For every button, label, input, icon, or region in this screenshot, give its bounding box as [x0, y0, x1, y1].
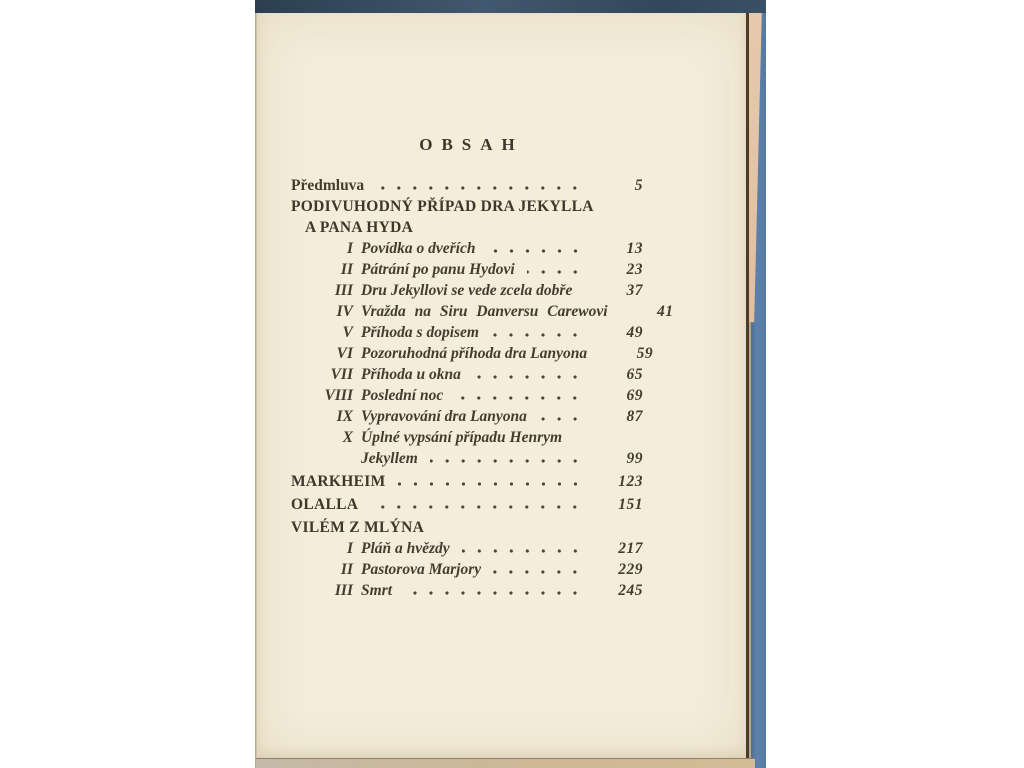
dot-leader: [462, 549, 589, 553]
dot-leader: [527, 270, 589, 274]
chapter-numeral: VI: [336, 345, 353, 362]
dot-leader: [539, 417, 589, 421]
dot-leader: [404, 591, 589, 595]
entry-label: Poslední noc: [361, 387, 444, 404]
dot-leader: [455, 396, 589, 400]
toc-entry: [291, 387, 643, 404]
entry-label: Pozoruhodná příhoda dra Lanyona: [361, 345, 588, 362]
toc-entry: [291, 240, 643, 257]
entry-label: Pláň a hvězdy: [361, 540, 450, 557]
chapter-numeral: II: [340, 561, 353, 578]
toc-entry: [291, 429, 643, 446]
entry-label: Pátrání po panu Hydovi: [361, 261, 515, 278]
entry-label: MARKHEIM: [291, 473, 386, 490]
entry-label: Smrt: [361, 582, 393, 599]
entry-label: PODIVUHODNÝ PŘÍPAD DRA JEKYLLA: [291, 198, 594, 215]
entry-label: OLALLA: [291, 496, 359, 513]
entry-page-number: 151: [618, 496, 643, 513]
entry-page-number: 245: [618, 582, 643, 599]
chapter-numeral: II: [340, 261, 353, 278]
toc-entry: [291, 345, 654, 362]
dot-leader: [488, 249, 589, 253]
table-of-contents: [291, 135, 674, 603]
dot-leader: [430, 459, 589, 463]
toc-entry: [291, 261, 643, 278]
entry-label: VILÉM Z MLÝNA: [291, 519, 425, 536]
entry-page-number: 87: [626, 408, 643, 425]
page-block-bottom-edge: [256, 758, 755, 768]
entry-page-number: 41: [657, 303, 674, 320]
entry-page-number: 5: [634, 177, 643, 194]
chapter-numeral: X: [342, 429, 353, 446]
entry-page-number: 59: [636, 345, 654, 362]
toc-entry: [291, 282, 643, 299]
book-photo: [255, 0, 766, 768]
entry-page-number: 123: [618, 473, 643, 490]
toc-section-heading: [291, 198, 643, 215]
entry-page-number: 229: [618, 561, 643, 578]
entry-label: A PANA HYDA: [305, 219, 414, 236]
entry-page-number: 217: [618, 540, 643, 557]
dot-leader: [376, 186, 589, 190]
toc-entry: [291, 324, 643, 341]
chapter-numeral: VII: [330, 366, 353, 383]
dot-leader: [493, 570, 589, 574]
entry-label: Předmluva: [291, 177, 365, 194]
entry-page-number: 37: [626, 282, 643, 299]
toc-section-heading: [291, 496, 643, 513]
entry-page-number: 69: [626, 387, 643, 404]
toc-section-heading-cont: [291, 219, 643, 236]
chapter-numeral: V: [342, 324, 353, 341]
entry-label: Úplné vypsání případu Henrym: [361, 429, 563, 446]
dot-leader: [398, 482, 589, 486]
entry-label: Příhoda s dopisem: [361, 324, 479, 341]
toc-entry: [291, 177, 643, 194]
toc-section-heading: [291, 473, 643, 490]
toc-entry: [291, 582, 643, 599]
dot-leader: [370, 505, 589, 509]
entry-page-number: 65: [626, 366, 643, 383]
entry-label: Povídka o dveřích: [361, 240, 476, 257]
chapter-numeral: I: [346, 240, 353, 257]
chapter-numeral: III: [334, 282, 353, 299]
entry-label: Příhoda u okna: [361, 366, 461, 383]
entry-page-number: 23: [626, 261, 643, 278]
toc-entry: [291, 366, 643, 383]
chapter-numeral: VIII: [324, 387, 353, 404]
toc-entry: [291, 561, 643, 578]
chapter-numeral: III: [334, 582, 353, 599]
dot-leader: [473, 375, 589, 379]
chapter-numeral: IV: [336, 303, 353, 320]
chapter-numeral: I: [346, 540, 353, 557]
chapter-numeral: IX: [336, 408, 353, 425]
toc-entry-continuation: [291, 450, 643, 467]
entry-page-number: 49: [626, 324, 643, 341]
entry-label: Dru Jekyllovi se vede zcela dobře: [361, 282, 573, 299]
dot-leader: [584, 291, 589, 295]
entry-page-number: 99: [626, 450, 643, 467]
entry-label: Jekyllem: [361, 450, 418, 467]
toc-entry: [291, 303, 674, 320]
toc-page: [256, 13, 749, 759]
toc-entry: [291, 408, 643, 425]
toc-entry: [291, 540, 643, 557]
page-title: OBSAH: [419, 135, 524, 154]
entry-label: Pastorova Marjory: [361, 561, 482, 578]
entry-page-number: 13: [626, 240, 643, 257]
entry-label: Vražda na Siru Danversu Carewovi: [361, 303, 608, 320]
book-cover-top-edge: [255, 0, 766, 13]
toc-section-heading: [291, 519, 643, 536]
entry-label: Vypravování dra Lanyona: [361, 408, 527, 425]
dot-leader: [491, 333, 589, 337]
